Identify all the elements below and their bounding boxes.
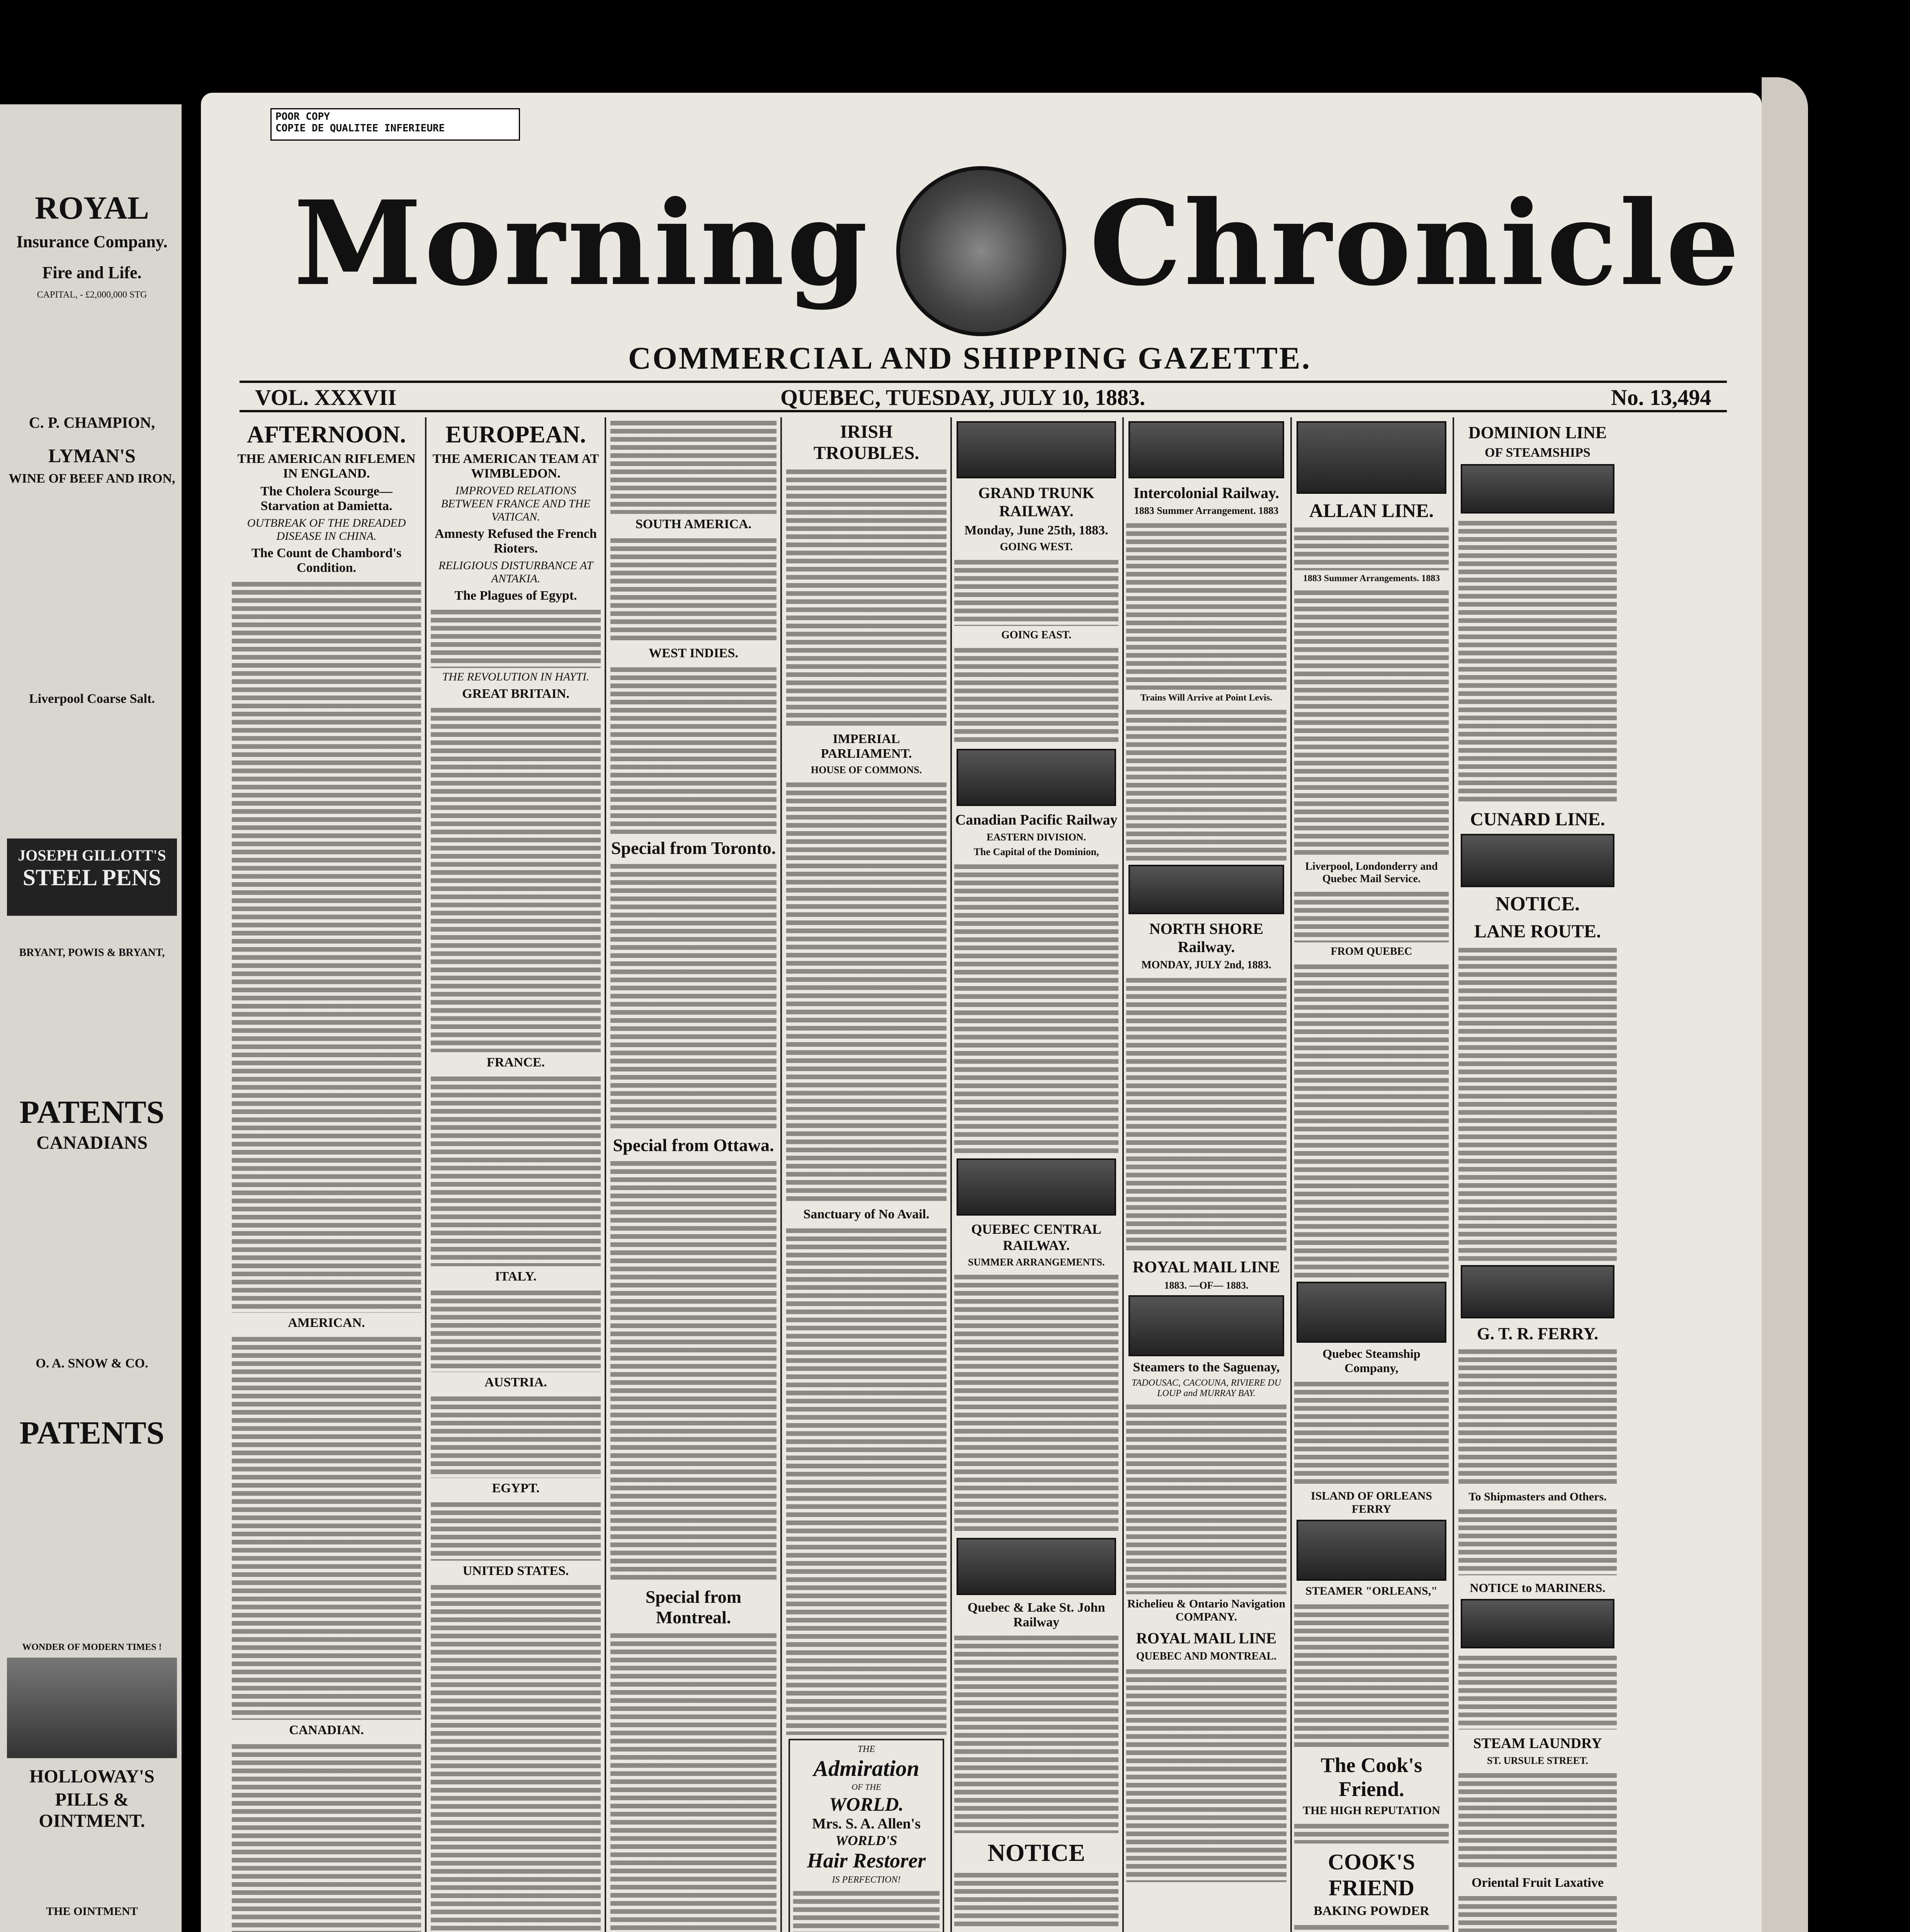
column-dominion-line [1458,417,1617,1932]
ad-text [1458,1652,1617,1730]
subhead: GREAT BRITAIN. [462,687,569,701]
ad-heading: Quebec & Lake St. John Railway [967,1600,1105,1629]
prev-ointment: THE OINTMENT [46,1905,138,1918]
ad-subheading: FROM QUEBEC [1331,946,1412,957]
ad-text [954,1271,1118,1534]
locomotive-engraving-icon [957,749,1116,806]
ad-subheading: GOING EAST. [1001,629,1072,641]
poor-copy-stamp [270,108,520,141]
ad-subheading: 1883 Summer Arrangements. 1883 [1303,573,1440,583]
prev-salt: Liverpool Coarse Salt. [29,692,155,706]
ferry-engraving-icon [1297,1520,1446,1581]
article-text [232,1741,421,1932]
ad-line: OF THE [851,1782,881,1792]
column-rule [425,417,427,1932]
locomotive-engraving-icon [1128,865,1284,914]
locomotive-engraving-icon [957,1158,1116,1216]
column-railways [954,417,1118,1932]
article-text [431,606,601,668]
article-text [232,578,421,1313]
ad-heading: NOTICE. [1495,893,1580,915]
steamship-engraving-icon [1461,464,1614,514]
subhead: WEST INDIES. [649,646,738,660]
ad-text [954,1869,1118,1927]
prev-royal: ROYAL [35,190,149,226]
column-irish-troubles [786,417,947,1932]
ad-heading: NORTH SHORE Railway. [1149,920,1264,956]
ad-text [1458,944,1617,1261]
ad-heading: QUEBEC CENTRAL RAILWAY. [971,1221,1102,1253]
ad-subheading: Quebec Steamship Company, [1322,1347,1421,1375]
subhead: Special from Toronto. [611,838,776,858]
ad-subheading: STEAMER "ORLEANS," [1305,1585,1438,1597]
ad-subheading: ST. URSULE STREET. [1487,1755,1589,1766]
subhead: The Plagues of Egypt. [454,588,577,603]
steamer-engraving-icon [1297,1282,1446,1343]
issue-date: QUEBEC, TUESDAY, JULY 10, 1883. [780,385,1145,410]
ad-text [1458,1346,1617,1485]
column-european [431,417,601,1932]
page-edge [1762,77,1808,1932]
prev-gillott: JOSEPH GILLOTT'S [18,847,166,864]
hair-restorer-ad [788,1739,944,1932]
prev-canadians: CANADIANS [36,1133,148,1153]
ad-subheading: Monday, June 25th, 1883. [964,523,1108,537]
ad-subheading: ISLAND OF ORLEANS FERRY [1311,1490,1432,1515]
prev-wine: WINE OF BEEF AND IRON, [8,471,175,486]
ad-heading: CUNARD LINE. [1470,809,1605,830]
steamship-engraving-icon [1297,421,1446,494]
ad-subheading: SUMMER ARRANGEMENTS. [968,1257,1105,1268]
ad-line: IS PERFECTION! [832,1875,901,1885]
article-text [610,1158,777,1583]
prev-insurance: Insurance Company. [16,232,168,251]
ad-text [954,1632,1118,1833]
ad-subheading: THE HIGH REPUTATION [1303,1804,1440,1817]
ad-line: WORLD. [829,1793,904,1815]
ad-text [1458,1770,1617,1870]
ad-text [1126,1401,1286,1594]
locomotive-engraving-icon [1128,421,1284,478]
column-allan-line [1294,417,1449,1932]
subhead: IMPERIAL PARLIAMENT. [821,732,912,761]
column-foreign-news [610,417,777,1932]
ad-subheading: EASTERN DIVISION. [986,832,1086,843]
column-rule [1290,417,1292,1932]
ad-subheading: 1883 Summer Arrangement. 1883 [1134,505,1279,516]
subhead: OUTBREAK OF THE DREADED DISEASE IN CHINA. [247,517,406,543]
ad-text [1126,520,1286,690]
article-text [431,1287,601,1372]
ad-subheading: Trains Will Arrive at Point Levis. [1140,693,1273,703]
column-intercolonial [1126,417,1286,1932]
ad-text [1458,1893,1617,1932]
masthead-title-left: Morning [294,175,870,311]
column-rule [1122,417,1124,1932]
masthead-subtitle: COMMERCIAL AND SHIPPING GAZETTE. [628,340,1312,376]
ad-heading: ROYAL MAIL LINE [1132,1259,1280,1276]
article-text [610,664,777,834]
ad-line: WORLD'S [835,1833,897,1848]
afternoon-heading: AFTERNOON. [247,422,406,448]
prev-holloways: HOLLOWAY'S [29,1766,155,1787]
article-text [786,466,947,729]
locomotive-engraving-icon [957,1538,1116,1595]
prev-holloway-engraving [7,1658,177,1758]
subhead: RELIGIOUS DISTURBANCE AT ANTAKIA. [438,559,593,585]
ad-text [1294,1922,1449,1932]
ad-heading: To Shipmasters and Others. [1468,1490,1607,1503]
subhead: THE AMERICAN RIFLEMEN IN ENGLAND. [237,452,416,481]
subhead: Amnesty Refused the French Rioters. [435,527,597,556]
ad-text [1294,524,1449,570]
ad-heading: DOMINION LINE [1468,423,1607,442]
ad-subheading: QUEBEC AND MONTREAL. [1136,1650,1277,1662]
ad-heading: Oriental Fruit Laxative [1472,1876,1604,1890]
ad-subheading: 1883. —OF— 1883. [1164,1280,1249,1291]
ad-text [1458,1506,1617,1575]
prev-steel-pens: STEEL PENS [22,865,161,890]
ad-text [1294,1378,1449,1486]
ad-text [1458,517,1617,803]
prev-snow: O. A. SNOW & CO. [36,1356,148,1371]
ad-line: THE [857,1744,875,1754]
ad-text [954,556,1118,626]
dateline [240,381,1727,412]
ad-subheading: TADOUSAC, CACOUNA, RIVIERE DU LOUP and MURRAY BAY. [1132,1378,1281,1398]
subhead: THE REVOLUTION IN HAYTI. [442,670,590,683]
subhead: Special from Montreal. [645,1587,742,1627]
ad-text [1294,888,1449,942]
subhead: FRANCE. [486,1055,545,1070]
previous-page-strip [0,104,182,1932]
steamship-engraving-icon [1461,834,1614,887]
issue-number: No. 13,494 [1611,385,1711,410]
article-text [610,1630,777,1932]
masthead-title-right: Chronicle [1089,175,1742,311]
ad-line: Hair Restorer [807,1849,926,1872]
ad-heading: The Cook's Friend. [1320,1753,1422,1801]
stamp-line-1: POOR COPY [275,111,330,122]
ad-subheading: The Capital of the Dominion, [974,846,1099,857]
ad-line: Mrs. S. A. Allen's [812,1816,921,1832]
prev-lymans: LYMAN'S [48,445,136,466]
coat-of-arms-icon [896,166,1066,336]
ad-subheading: Steamers to the Saguenay, [1133,1360,1280,1374]
ad-heading: Intercolonial Railway. [1133,484,1280,502]
irish-heading: IRISH TROUBLES. [813,422,919,463]
article-text [431,704,601,1052]
ad-subheading: MONDAY, JULY 2nd, 1883. [1141,959,1271,971]
ad-text [1294,961,1449,1278]
prev-bryant: BRYANT, POWIS & BRYANT, [19,947,165,959]
article-text [786,779,947,1204]
ad-heading: COOK'S FRIEND [1328,1849,1415,1900]
article-text [431,1073,601,1266]
article-text [232,1333,421,1720]
ad-text [793,1888,940,1932]
ad-line: Admiration [813,1756,919,1781]
prev-champion: C. P. CHAMPION, [29,414,155,431]
article-text [431,1499,601,1561]
ad-text [1294,587,1449,857]
column-rule [950,417,952,1932]
subhead: UNITED STATES. [462,1564,569,1578]
ad-subheading: Liverpool, Londonderry and Quebec Mail Service. [1305,861,1438,885]
ad-heading: ROYAL MAIL LINE [1136,1629,1277,1647]
ad-text [954,861,1118,1155]
volume-number: VOL. XXXVII [255,385,397,410]
prev-capital: CAPITAL, - £2,000,000 STG [37,290,147,300]
subhead: CANADIAN. [289,1723,364,1737]
ad-subheading: Richelieu & Ontario Navigation COMPANY. [1127,1597,1286,1623]
subhead: The Cholera Scourge—Starvation at Damietta. [260,484,393,513]
subhead: ITALY. [495,1269,537,1284]
ad-text [1126,1666,1286,1882]
subhead: Special from Ottawa. [613,1135,774,1155]
ad-text [954,645,1118,745]
column-rule [605,417,606,1932]
ad-heading: G. T. R. FERRY. [1477,1324,1599,1343]
steamer-engraving-icon [1128,1295,1284,1356]
subhead: AUSTRIA. [484,1375,547,1389]
stamp-line-2: COPIE DE QUALITEE INFERIEURE [275,122,445,134]
ad-heading: STEAM LAUNDRY [1473,1735,1602,1752]
subhead: The Count de Chambord's Condition. [251,546,402,575]
ad-heading: LANE ROUTE. [1474,921,1601,942]
prev-gillott-ad [7,838,177,916]
subhead: SOUTH AMERICA. [635,517,752,531]
prev-pills: PILLS & OINTMENT. [39,1789,145,1831]
article-text [786,1225,947,1735]
article-text [610,535,777,643]
ad-text [1294,1820,1449,1844]
column-rule [780,417,782,1932]
subhead: HOUSE OF COMMONS. [811,764,922,776]
subhead: Sanctuary of No Avail. [803,1207,930,1221]
ad-text [1126,706,1286,861]
prev-patents-1: PATENTS [19,1094,165,1130]
subhead: IMPROVED RELATIONS BETWEEN FRANCE AND THE VATICAN. [441,484,591,523]
prev-patents-2: PATENTS [19,1415,165,1451]
subhead: EGYPT. [492,1481,540,1495]
column-rule [1453,417,1454,1932]
prev-fire-life: Fire and Life. [42,263,142,282]
subhead: THE AMERICAN TEAM AT WIMBLEDON. [432,452,599,481]
ferry-engraving-icon [1461,1265,1614,1318]
ad-heading: NOTICE [987,1839,1085,1866]
ad-subheading: OF STEAMSHIPS [1485,446,1591,460]
ad-subheading: GOING WEST. [1000,541,1073,553]
locomotive-engraving-icon [957,421,1116,478]
ad-heading: ALLAN LINE. [1309,500,1434,521]
ad-heading: NOTICE to MARINERS. [1470,1581,1606,1595]
article-text [431,1582,601,1932]
prev-wonder: WONDER OF MODERN TIMES ! [22,1642,162,1652]
time-ball-icon [1461,1599,1614,1648]
ad-text [1294,1601,1449,1748]
column-afternoon [232,417,421,1932]
article-text [431,1393,601,1478]
ad-heading: Canadian Pacific Railway [955,812,1118,828]
subhead: AMERICAN. [288,1316,365,1330]
article-text [610,861,777,1131]
ad-text [1126,975,1286,1253]
ad-subheading: BAKING POWDER [1314,1904,1429,1918]
article-text [610,417,777,514]
ad-heading: GRAND TRUNK RAILWAY. [978,484,1094,520]
european-heading: EUROPEAN. [445,422,586,448]
